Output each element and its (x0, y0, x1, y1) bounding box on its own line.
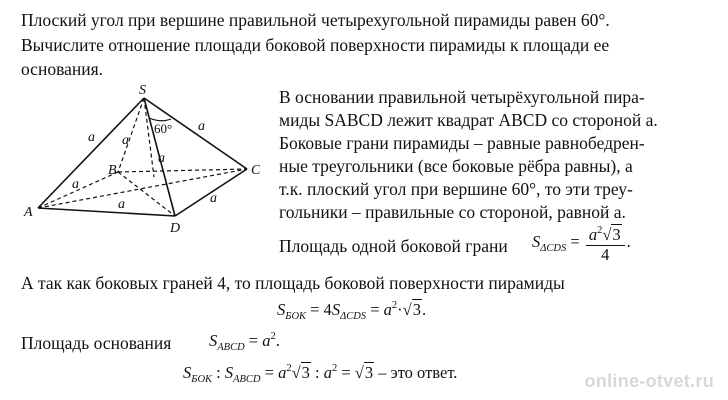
base-area-label: Площадь основания (21, 333, 172, 353)
solution-line-4: ные треугольники (все боковые рёбра равны), а (279, 156, 633, 176)
edge-label-SC: a (198, 119, 205, 134)
base-area-formula: $S_{ABCD} = a^2$. (209, 331, 280, 353)
problem-line-2: Вычислите отношение площади боковой поверхности пирамиды к площади ее (21, 35, 610, 55)
face-area-formula: $S_{\Delta CDS}$ = $\frac{a^2√3}{4}$ . (532, 222, 631, 264)
edge-AD (38, 208, 175, 216)
edge-label-AB: a (72, 177, 79, 192)
solution-line-2: миды SABCD лежит квадрат ABCD со стороной a. (279, 110, 658, 130)
edge-BC (118, 169, 247, 172)
pyramid-diagram (20, 74, 260, 234)
ratio-formula: $S_{БОК}$ : $S_{ABCD} = a^2√3$ : $a^2 = √3$ – это ответ. (183, 363, 458, 385)
watermark: online-otvet.ru (584, 371, 714, 391)
edge-label-DC: a (210, 191, 217, 206)
vertex-B: B (108, 163, 117, 178)
edge-label-SA: a (88, 130, 95, 145)
face-area-label: Площадь одной боковой грани (279, 236, 508, 256)
vertex-S: S (139, 83, 146, 98)
solution-line-6: гольники – правильные со стороной, равной a. (279, 202, 626, 222)
angle-label: 60° (154, 121, 173, 136)
vertex-A: A (24, 205, 33, 220)
solution-line-1: В основании правильной четырёхугольной пира- (279, 87, 645, 107)
problem-line-1: Плоский угол при вершине правильной четырехугольной пирамиды равен 60°. (21, 10, 610, 30)
lateral-formula: $S_{БОК} = 4S_{\Delta CDS} = a^2\cdot√3$. (277, 300, 427, 322)
edge-label-SB: a (122, 133, 129, 148)
solution-line-3: Боковые грани пирамиды – равные равнобедрен- (279, 133, 645, 153)
diagonal-BD (118, 172, 175, 216)
edge-label-AD: a (118, 197, 125, 212)
vertex-D: D (170, 221, 181, 234)
lateral-text: А так как боковых граней 4, то площадь боковой поверхности пирамиды (21, 273, 565, 293)
solution-line-5: т.к. плоский угол при вершине 60°, то эти треу- (279, 179, 633, 199)
edge-label-SD: a (158, 151, 165, 166)
vertex-C: C (251, 163, 260, 178)
height-SO (144, 98, 154, 177)
problem-line-3: основания. (21, 59, 104, 79)
